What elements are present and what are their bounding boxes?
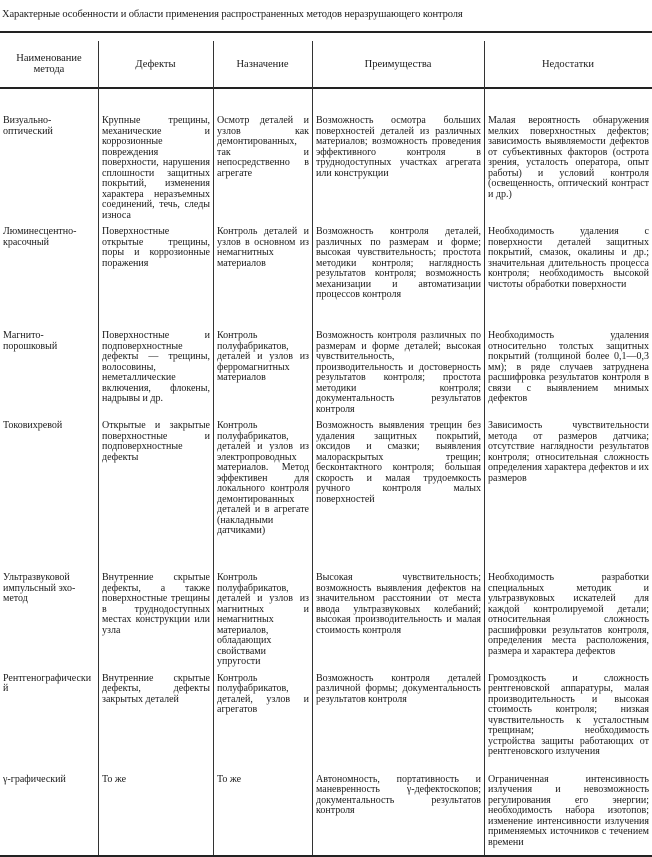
cell-method: γ-графический	[3, 773, 66, 785]
column-divider	[312, 41, 313, 855]
cell-method: Визуально-оптический	[3, 115, 53, 137]
cell-disadvantages: Малая вероятность обнаружения мелких поверхностных дефектов; зависимость выявляемости дефектов от субъективных факторов (острота зрения, усталость оператора, опыт работы) и условий контроля (освещенность, оптический контраст и др.)	[488, 115, 649, 200]
header-method: Наименование метода	[16, 53, 82, 75]
cell-defects: Внутренние скрытые дефекты, дефекты закрытых деталей	[102, 672, 210, 705]
cell-advantages: Возможность контроля различных по размерам и форме деталей; высокая чувствительность, производительность и достоверность результатов контроля; простота методики контроля; документальность результатов контроля	[316, 330, 481, 415]
column-divider	[98, 41, 99, 855]
column-divider	[484, 41, 485, 855]
header-defects: Дефекты	[135, 58, 176, 70]
cell-method: Рентгенографический	[3, 672, 92, 694]
cell-defects: Внутренние скрытые дефекты, а также поверхностные трещины в труднодоступных местах конструкции или узла	[102, 572, 210, 636]
cell-defects: То же	[102, 773, 127, 785]
cell-advantages: Возможность контроля деталей различной формы; документальность результатов контроля	[316, 672, 481, 705]
cell-purpose: Контроль полуфабрикатов, деталей и узлов из магнитных и немагнитных материалов, обладающих свойствами упругости	[217, 572, 309, 667]
cell-defects: Поверхностные открытые трещины, поры и коррозионные поражения	[102, 226, 210, 269]
cell-disadvantages: Громоздкость и сложность рентгеновской аппаратуры, малая производительность и высокая стоимость контроля; низкая чувствительность к усталостным трещинам; необходимость устройства защиты работающих от рентгеновского излучения	[488, 672, 649, 757]
cell-disadvantages: Необходимость удаления относительно толстых защитных покрытий (толщиной более 0,1—0,3 мм); в ряде случаев затруднена расшифровка результатов контроля в связи с выявлением мнимых дефектов	[488, 330, 649, 404]
cell-defects: Открытые и закрытые поверхностные и подповерхностные дефекты	[102, 420, 210, 463]
cell-purpose: Осмотр деталей и узлов как демонтированных, так и непосредственно в агрегате	[217, 115, 309, 179]
header-purpose: Назначение	[236, 58, 289, 70]
cell-advantages: Возможность контроля деталей, различных по размерам и форме; высокая чувствительность; простота методики контроля; наглядность результатов контроля; возможность механизации и автоматизации процессов контроля	[316, 226, 481, 300]
header-disadvantages: Недостатки	[541, 58, 595, 70]
cell-purpose: Контроль деталей и узлов в основном из немагнитных материалов	[217, 226, 309, 269]
cell-disadvantages: Необходимость разработки специальных методик и ультразвуковых искателей для каждой контролируемой детали; относительная сложность расшифровки результатов контроля, определения места расположения, размера и характера дефектов	[488, 572, 649, 657]
table-title: Характерные особенности и области применения распространенных методов неразрушающего контроля	[2, 9, 463, 20]
cell-advantages: Возможность осмотра больших поверхностей деталей из различных материалов; возможность проведения эффективного контроля в труднодоступных участках агрегата или конструкции	[316, 115, 481, 179]
cell-disadvantages: Зависимость чувствительности метода от размеров датчика; отсутствие наглядности результатов контроля; относительная сложность определения характера дефектов и их размеров	[488, 420, 649, 484]
methods-table	[0, 31, 652, 857]
cell-method: Токовихревой	[3, 420, 63, 431]
column-divider	[213, 41, 214, 855]
cell-purpose: Контроль полуфабрикатов, деталей и узлов из электропроводных материалов. Метод эффективен для локального контроля демонтированных деталей и в агрегате (накладными датчиками)	[217, 420, 309, 536]
cell-purpose: Контроль полуфабрикатов, деталей, узлов и агрегатов	[217, 672, 309, 715]
header-advantages: Преимущества	[364, 58, 432, 70]
cell-method: Магнито-порошковый	[3, 330, 58, 352]
cell-advantages: Автономность, портативность и маневренность γ-дефектоскопов; документальность результатов контроля	[316, 773, 481, 816]
cell-disadvantages: Необходимость удаления с поверхности деталей защитных покрытий, смазок, окалины и др.; значительная длительность процесса контроля; необходимость высокой чистоты обработки поверхности	[488, 226, 649, 290]
cell-disadvantages: Ограниченная интенсивность излучения и невозможность регулирования его энергии; необходимость набора изотопов; изменение интенсивности излучения применяемых источников с течением времени	[488, 773, 649, 848]
cell-method: Ультразвуковой импульсный эхо-метод	[3, 572, 76, 604]
cell-purpose: То же	[217, 773, 242, 785]
cell-defects: Крупные трещины, механические и коррозионные повреждения поверхности, нарушения сплошности защитных покрытий, изменения характера неразъемных соединений, течь, следы износа	[102, 115, 210, 221]
cell-advantages: Высокая чувствительность; возможность выявления дефектов на значительном расстоянии от места ввода ультразвуковых колебаний; высокая производительность и малая стоимость контроля	[316, 572, 481, 636]
cell-purpose: Контроль полуфабрикатов, деталей и узлов из ферромагнитных материалов	[217, 330, 309, 383]
cell-method: Люминесцентно-красочный	[3, 226, 77, 248]
cell-defects: Поверхностные и подповерхностные дефекты — трещины, волосовины, неметаллические включения, флокены, надрывы и др.	[102, 330, 210, 404]
cell-advantages: Возможность выявления трещин без удаления защитных покрытий, оксидов и смазки; выявления малораскрытых трещин; бесконтактного контроля; большая скорость и малая трудоемкость ручного контроля малых поверхностей	[316, 420, 481, 505]
